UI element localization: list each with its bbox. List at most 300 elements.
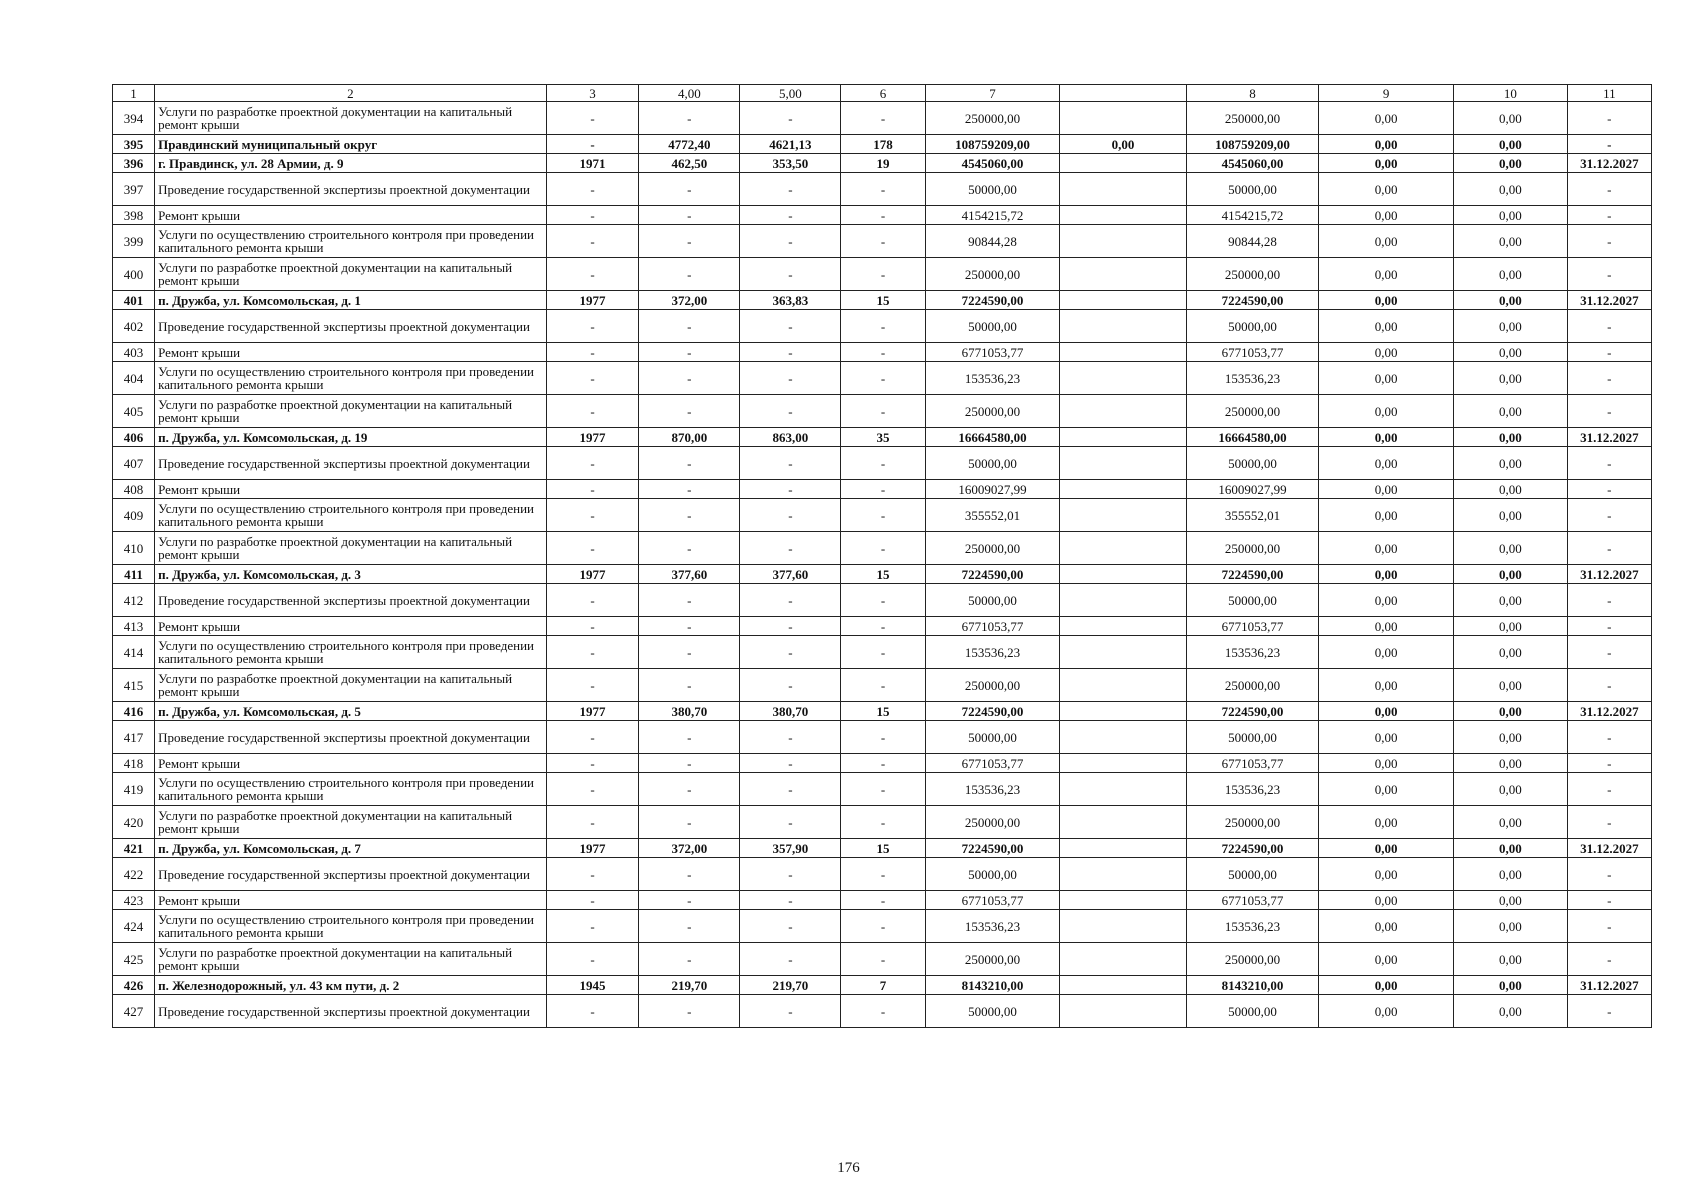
cell-build-year: 1971: [546, 154, 639, 173]
cell-deadline: -: [1567, 310, 1651, 343]
cell-living-area: -: [740, 891, 841, 910]
cell-cost-total: 7224590,00: [925, 702, 1060, 721]
cell-row-number: 423: [113, 891, 155, 910]
cell-residents: -: [841, 617, 925, 636]
cell-cost-fund: 50000,00: [1186, 584, 1319, 617]
cell-cost-col9: 0,00: [1319, 135, 1454, 154]
cell-cost-total: 50000,00: [925, 858, 1060, 891]
cell-row-number: 396: [113, 154, 155, 173]
cell-build-year: -: [546, 225, 639, 258]
cell-cost-col10: 0,00: [1454, 532, 1568, 565]
cell-cost-total: 90844,28: [925, 225, 1060, 258]
column-header: 1: [113, 85, 155, 102]
cell-total-area: 4772,40: [639, 135, 740, 154]
cell-cost-col10: 0,00: [1454, 258, 1568, 291]
cell-residents: -: [841, 499, 925, 532]
cell-cost-extra: [1060, 499, 1186, 532]
cell-total-area: -: [639, 773, 740, 806]
cell-build-year: -: [546, 669, 639, 702]
cell-deadline: -: [1567, 395, 1651, 428]
cell-residents: -: [841, 943, 925, 976]
cell-cost-total: 16664580,00: [925, 428, 1060, 447]
cell-build-year: -: [546, 499, 639, 532]
column-header: 2: [155, 85, 547, 102]
cell-build-year: -: [546, 617, 639, 636]
cell-deadline: -: [1567, 721, 1651, 754]
cell-work-name: Услуги по разработке проектной документации на капитальный ремонт крыши: [155, 102, 547, 135]
cell-deadline: 31.12.2027: [1567, 565, 1651, 584]
cell-row-number: 397: [113, 173, 155, 206]
cell-cost-col10: 0,00: [1454, 135, 1568, 154]
cell-cost-total: 7224590,00: [925, 839, 1060, 858]
cell-cost-extra: [1060, 636, 1186, 669]
cell-cost-col9: 0,00: [1319, 343, 1454, 362]
cell-build-year: -: [546, 891, 639, 910]
cell-work-name: Ремонт крыши: [155, 343, 547, 362]
cell-living-area: -: [740, 362, 841, 395]
cell-living-area: -: [740, 258, 841, 291]
cell-cost-col9: 0,00: [1319, 565, 1454, 584]
cell-cost-col10: 0,00: [1454, 206, 1568, 225]
table-row: [113, 135, 1652, 154]
cell-cost-fund: 16664580,00: [1186, 428, 1319, 447]
cell-cost-col9: 0,00: [1319, 754, 1454, 773]
cell-cost-col9: 0,00: [1319, 995, 1454, 1028]
cell-deadline: -: [1567, 858, 1651, 891]
cell-work-name: Услуги по разработке проектной документации на капитальный ремонт крыши: [155, 395, 547, 428]
cell-cost-fund: 6771053,77: [1186, 891, 1319, 910]
cell-cost-fund: 50000,00: [1186, 447, 1319, 480]
cell-work-name: п. Дружба, ул. Комсомольская, д. 5: [155, 702, 547, 721]
cell-cost-total: 250000,00: [925, 532, 1060, 565]
cell-total-area: -: [639, 206, 740, 225]
cell-cost-fund: 108759209,00: [1186, 135, 1319, 154]
cell-row-number: 406: [113, 428, 155, 447]
cell-total-area: -: [639, 499, 740, 532]
cell-cost-col9: 0,00: [1319, 499, 1454, 532]
cell-living-area: -: [740, 636, 841, 669]
cell-work-name: Услуги по разработке проектной документации на капитальный ремонт крыши: [155, 258, 547, 291]
table-row: [113, 565, 1652, 584]
table-row: [113, 839, 1652, 858]
cell-cost-fund: 6771053,77: [1186, 343, 1319, 362]
cell-build-year: -: [546, 173, 639, 206]
cell-residents: 15: [841, 839, 925, 858]
table-row: [113, 154, 1652, 173]
cell-total-area: 870,00: [639, 428, 740, 447]
cell-row-number: 408: [113, 480, 155, 499]
cell-cost-col10: 0,00: [1454, 754, 1568, 773]
cell-living-area: -: [740, 225, 841, 258]
cell-cost-extra: 0,00: [1060, 135, 1186, 154]
cell-cost-col9: 0,00: [1319, 617, 1454, 636]
table-row: [113, 428, 1652, 447]
capital-repair-table: [112, 84, 1652, 1028]
cell-cost-extra: [1060, 395, 1186, 428]
cell-cost-extra: [1060, 532, 1186, 565]
cell-cost-extra: [1060, 310, 1186, 343]
cell-living-area: -: [740, 754, 841, 773]
column-header: 11: [1567, 85, 1651, 102]
column-header: 6: [841, 85, 925, 102]
cell-cost-total: 7224590,00: [925, 291, 1060, 310]
table-row: [113, 362, 1652, 395]
cell-residents: -: [841, 584, 925, 617]
cell-work-name: п. Дружба, ул. Комсомольская, д. 3: [155, 565, 547, 584]
cell-work-name: Проведение государственной экспертизы проектной документации: [155, 584, 547, 617]
cell-residents: -: [841, 773, 925, 806]
cell-total-area: -: [639, 310, 740, 343]
column-header: 7: [925, 85, 1060, 102]
cell-deadline: -: [1567, 362, 1651, 395]
cell-cost-col10: 0,00: [1454, 499, 1568, 532]
cell-living-area: -: [740, 995, 841, 1028]
cell-cost-col9: 0,00: [1319, 310, 1454, 343]
cell-residents: -: [841, 258, 925, 291]
cell-total-area: -: [639, 173, 740, 206]
cell-deadline: -: [1567, 343, 1651, 362]
column-header: 4,00: [639, 85, 740, 102]
cell-residents: 19: [841, 154, 925, 173]
cell-cost-col9: 0,00: [1319, 395, 1454, 428]
cell-deadline: -: [1567, 943, 1651, 976]
cell-build-year: -: [546, 206, 639, 225]
cell-residents: -: [841, 806, 925, 839]
cell-cost-extra: [1060, 102, 1186, 135]
cell-living-area: 4621,13: [740, 135, 841, 154]
cell-total-area: 377,60: [639, 565, 740, 584]
cell-cost-col9: 0,00: [1319, 839, 1454, 858]
cell-work-name: Ремонт крыши: [155, 617, 547, 636]
cell-row-number: 395: [113, 135, 155, 154]
cell-cost-total: 50000,00: [925, 173, 1060, 206]
cell-cost-extra: [1060, 839, 1186, 858]
cell-work-name: Услуги по осуществлению строительного контроля при проведении капитального ремонта крыши: [155, 910, 547, 943]
table-row: [113, 499, 1652, 532]
cell-cost-col9: 0,00: [1319, 173, 1454, 206]
cell-residents: -: [841, 480, 925, 499]
cell-cost-extra: [1060, 428, 1186, 447]
cell-total-area: 219,70: [639, 976, 740, 995]
cell-cost-col9: 0,00: [1319, 480, 1454, 499]
cell-row-number: 427: [113, 995, 155, 1028]
cell-total-area: -: [639, 669, 740, 702]
cell-cost-col9: 0,00: [1319, 636, 1454, 669]
cell-row-number: 410: [113, 532, 155, 565]
cell-cost-fund: 250000,00: [1186, 102, 1319, 135]
cell-deadline: 31.12.2027: [1567, 154, 1651, 173]
cell-cost-col9: 0,00: [1319, 721, 1454, 754]
cell-work-name: Проведение государственной экспертизы проектной документации: [155, 173, 547, 206]
table-row: [113, 806, 1652, 839]
cell-cost-extra: [1060, 617, 1186, 636]
cell-build-year: -: [546, 447, 639, 480]
cell-cost-total: 50000,00: [925, 310, 1060, 343]
cell-build-year: 1945: [546, 976, 639, 995]
cell-cost-total: 6771053,77: [925, 617, 1060, 636]
cell-living-area: -: [740, 669, 841, 702]
cell-row-number: 407: [113, 447, 155, 480]
cell-build-year: -: [546, 584, 639, 617]
cell-build-year: -: [546, 721, 639, 754]
cell-cost-total: 6771053,77: [925, 891, 1060, 910]
cell-build-year: -: [546, 532, 639, 565]
cell-cost-col9: 0,00: [1319, 702, 1454, 721]
cell-residents: -: [841, 395, 925, 428]
cell-deadline: -: [1567, 995, 1651, 1028]
table-row: [113, 910, 1652, 943]
cell-residents: -: [841, 173, 925, 206]
cell-cost-total: 6771053,77: [925, 754, 1060, 773]
cell-cost-extra: [1060, 447, 1186, 480]
cell-cost-col9: 0,00: [1319, 291, 1454, 310]
cell-cost-col10: 0,00: [1454, 773, 1568, 806]
cell-deadline: -: [1567, 636, 1651, 669]
cell-deadline: 31.12.2027: [1567, 291, 1651, 310]
cell-build-year: -: [546, 858, 639, 891]
column-header: 10: [1454, 85, 1568, 102]
cell-cost-fund: 250000,00: [1186, 943, 1319, 976]
cell-cost-total: 153536,23: [925, 636, 1060, 669]
cell-deadline: -: [1567, 806, 1651, 839]
cell-deadline: -: [1567, 258, 1651, 291]
cell-deadline: -: [1567, 584, 1651, 617]
cell-build-year: 1977: [546, 702, 639, 721]
cell-cost-col10: 0,00: [1454, 225, 1568, 258]
cell-row-number: 417: [113, 721, 155, 754]
cell-row-number: 403: [113, 343, 155, 362]
cell-deadline: -: [1567, 910, 1651, 943]
cell-cost-fund: 153536,23: [1186, 636, 1319, 669]
cell-work-name: п. Дружба, ул. Комсомольская, д. 7: [155, 839, 547, 858]
cell-cost-col10: 0,00: [1454, 343, 1568, 362]
cell-cost-col9: 0,00: [1319, 910, 1454, 943]
table-row: [113, 943, 1652, 976]
cell-cost-col9: 0,00: [1319, 806, 1454, 839]
cell-build-year: -: [546, 395, 639, 428]
cell-build-year: 1977: [546, 839, 639, 858]
cell-cost-extra: [1060, 976, 1186, 995]
cell-build-year: 1977: [546, 565, 639, 584]
cell-residents: 178: [841, 135, 925, 154]
cell-residents: 15: [841, 565, 925, 584]
cell-work-name: Проведение государственной экспертизы проектной документации: [155, 310, 547, 343]
cell-living-area: 863,00: [740, 428, 841, 447]
cell-row-number: 416: [113, 702, 155, 721]
cell-cost-extra: [1060, 806, 1186, 839]
table-row: [113, 395, 1652, 428]
cell-row-number: 404: [113, 362, 155, 395]
cell-work-name: Услуги по разработке проектной документации на капитальный ремонт крыши: [155, 943, 547, 976]
cell-build-year: -: [546, 773, 639, 806]
cell-row-number: 426: [113, 976, 155, 995]
cell-cost-extra: [1060, 995, 1186, 1028]
cell-row-number: 402: [113, 310, 155, 343]
cell-cost-col10: 0,00: [1454, 910, 1568, 943]
cell-total-area: -: [639, 584, 740, 617]
cell-row-number: 413: [113, 617, 155, 636]
cell-cost-col9: 0,00: [1319, 943, 1454, 976]
table-row: [113, 258, 1652, 291]
cell-living-area: -: [740, 102, 841, 135]
column-header: 8: [1186, 85, 1319, 102]
table-row: [113, 206, 1652, 225]
cell-cost-total: 153536,23: [925, 362, 1060, 395]
cell-living-area: -: [740, 310, 841, 343]
cell-deadline: 31.12.2027: [1567, 702, 1651, 721]
cell-total-area: -: [639, 617, 740, 636]
cell-work-name: Услуги по осуществлению строительного контроля при проведении капитального ремонта крыши: [155, 362, 547, 395]
cell-total-area: -: [639, 636, 740, 669]
cell-row-number: 419: [113, 773, 155, 806]
column-header: [1060, 85, 1186, 102]
cell-total-area: -: [639, 943, 740, 976]
cell-work-name: Проведение государственной экспертизы проектной документации: [155, 447, 547, 480]
cell-total-area: -: [639, 995, 740, 1028]
cell-deadline: -: [1567, 102, 1651, 135]
cell-cost-extra: [1060, 258, 1186, 291]
cell-cost-extra: [1060, 291, 1186, 310]
table-row: [113, 976, 1652, 995]
cell-cost-col9: 0,00: [1319, 258, 1454, 291]
cell-total-area: -: [639, 362, 740, 395]
cell-residents: -: [841, 343, 925, 362]
cell-total-area: -: [639, 532, 740, 565]
cell-residents: -: [841, 910, 925, 943]
cell-deadline: -: [1567, 173, 1651, 206]
cell-build-year: -: [546, 910, 639, 943]
cell-build-year: -: [546, 636, 639, 669]
cell-build-year: -: [546, 806, 639, 839]
cell-cost-col9: 0,00: [1319, 154, 1454, 173]
cell-deadline: -: [1567, 480, 1651, 499]
cell-work-name: Услуги по разработке проектной документации на капитальный ремонт крыши: [155, 806, 547, 839]
cell-work-name: п. Железнодорожный, ул. 43 км пути, д. 2: [155, 976, 547, 995]
cell-cost-col10: 0,00: [1454, 291, 1568, 310]
cell-residents: -: [841, 225, 925, 258]
cell-living-area: -: [740, 858, 841, 891]
cell-work-name: Услуги по осуществлению строительного контроля при проведении капитального ремонта крыши: [155, 225, 547, 258]
cell-cost-col10: 0,00: [1454, 721, 1568, 754]
cell-residents: -: [841, 891, 925, 910]
cell-cost-col10: 0,00: [1454, 839, 1568, 858]
table-row: [113, 584, 1652, 617]
cell-cost-fund: 153536,23: [1186, 773, 1319, 806]
cell-deadline: -: [1567, 135, 1651, 154]
cell-row-number: 421: [113, 839, 155, 858]
cell-living-area: -: [740, 499, 841, 532]
cell-work-name: Услуги по разработке проектной документации на капитальный ремонт крыши: [155, 669, 547, 702]
cell-deadline: -: [1567, 773, 1651, 806]
cell-cost-col10: 0,00: [1454, 395, 1568, 428]
table-row: [113, 669, 1652, 702]
cell-cost-col9: 0,00: [1319, 891, 1454, 910]
cell-build-year: -: [546, 754, 639, 773]
cell-cost-col10: 0,00: [1454, 362, 1568, 395]
cell-cost-col9: 0,00: [1319, 669, 1454, 702]
cell-work-name: г. Правдинск, ул. 28 Армии, д. 9: [155, 154, 547, 173]
cell-living-area: -: [740, 943, 841, 976]
cell-cost-total: 153536,23: [925, 910, 1060, 943]
cell-cost-total: 8143210,00: [925, 976, 1060, 995]
cell-cost-extra: [1060, 754, 1186, 773]
cell-cost-col10: 0,00: [1454, 480, 1568, 499]
cell-total-area: -: [639, 891, 740, 910]
cell-work-name: п. Дружба, ул. Комсомольская, д. 19: [155, 428, 547, 447]
table-row: [113, 721, 1652, 754]
cell-residents: -: [841, 995, 925, 1028]
cell-cost-col9: 0,00: [1319, 773, 1454, 806]
cell-living-area: -: [740, 806, 841, 839]
cell-total-area: 380,70: [639, 702, 740, 721]
cell-deadline: -: [1567, 447, 1651, 480]
cell-cost-col10: 0,00: [1454, 702, 1568, 721]
cell-cost-fund: 4545060,00: [1186, 154, 1319, 173]
cell-work-name: Ремонт крыши: [155, 891, 547, 910]
cell-residents: -: [841, 362, 925, 395]
cell-residents: -: [841, 721, 925, 754]
table-row: [113, 636, 1652, 669]
cell-cost-extra: [1060, 584, 1186, 617]
cell-row-number: 411: [113, 565, 155, 584]
cell-deadline: -: [1567, 669, 1651, 702]
cell-living-area: -: [740, 910, 841, 943]
cell-living-area: -: [740, 395, 841, 428]
cell-cost-total: 250000,00: [925, 669, 1060, 702]
cell-cost-fund: 50000,00: [1186, 995, 1319, 1028]
cell-build-year: 1977: [546, 291, 639, 310]
cell-living-area: -: [740, 532, 841, 565]
cell-cost-total: 50000,00: [925, 584, 1060, 617]
cell-row-number: 422: [113, 858, 155, 891]
cell-row-number: 412: [113, 584, 155, 617]
cell-residents: 15: [841, 702, 925, 721]
cell-cost-total: 250000,00: [925, 102, 1060, 135]
cell-cost-total: 250000,00: [925, 806, 1060, 839]
page-number: 176: [837, 1160, 860, 1176]
cell-cost-fund: 7224590,00: [1186, 702, 1319, 721]
cell-living-area: -: [740, 584, 841, 617]
cell-cost-col10: 0,00: [1454, 447, 1568, 480]
column-header: 3: [546, 85, 639, 102]
cell-cost-col9: 0,00: [1319, 584, 1454, 617]
cell-cost-col10: 0,00: [1454, 858, 1568, 891]
cell-cost-extra: [1060, 891, 1186, 910]
cell-cost-fund: 50000,00: [1186, 721, 1319, 754]
cell-cost-extra: [1060, 773, 1186, 806]
cell-residents: 15: [841, 291, 925, 310]
cell-residents: 7: [841, 976, 925, 995]
cell-cost-col10: 0,00: [1454, 995, 1568, 1028]
table-row: [113, 102, 1652, 135]
cell-cost-fund: 16009027,99: [1186, 480, 1319, 499]
table-row: [113, 773, 1652, 806]
cell-cost-extra: [1060, 362, 1186, 395]
cell-build-year: -: [546, 310, 639, 343]
cell-living-area: -: [740, 343, 841, 362]
cell-cost-total: 153536,23: [925, 773, 1060, 806]
table-row: [113, 754, 1652, 773]
cell-living-area: -: [740, 447, 841, 480]
cell-build-year: -: [546, 995, 639, 1028]
cell-living-area: 363,83: [740, 291, 841, 310]
table-row: [113, 702, 1652, 721]
table-row: [113, 891, 1652, 910]
cell-cost-fund: 90844,28: [1186, 225, 1319, 258]
cell-cost-extra: [1060, 480, 1186, 499]
cell-total-area: -: [639, 858, 740, 891]
cell-living-area: 353,50: [740, 154, 841, 173]
